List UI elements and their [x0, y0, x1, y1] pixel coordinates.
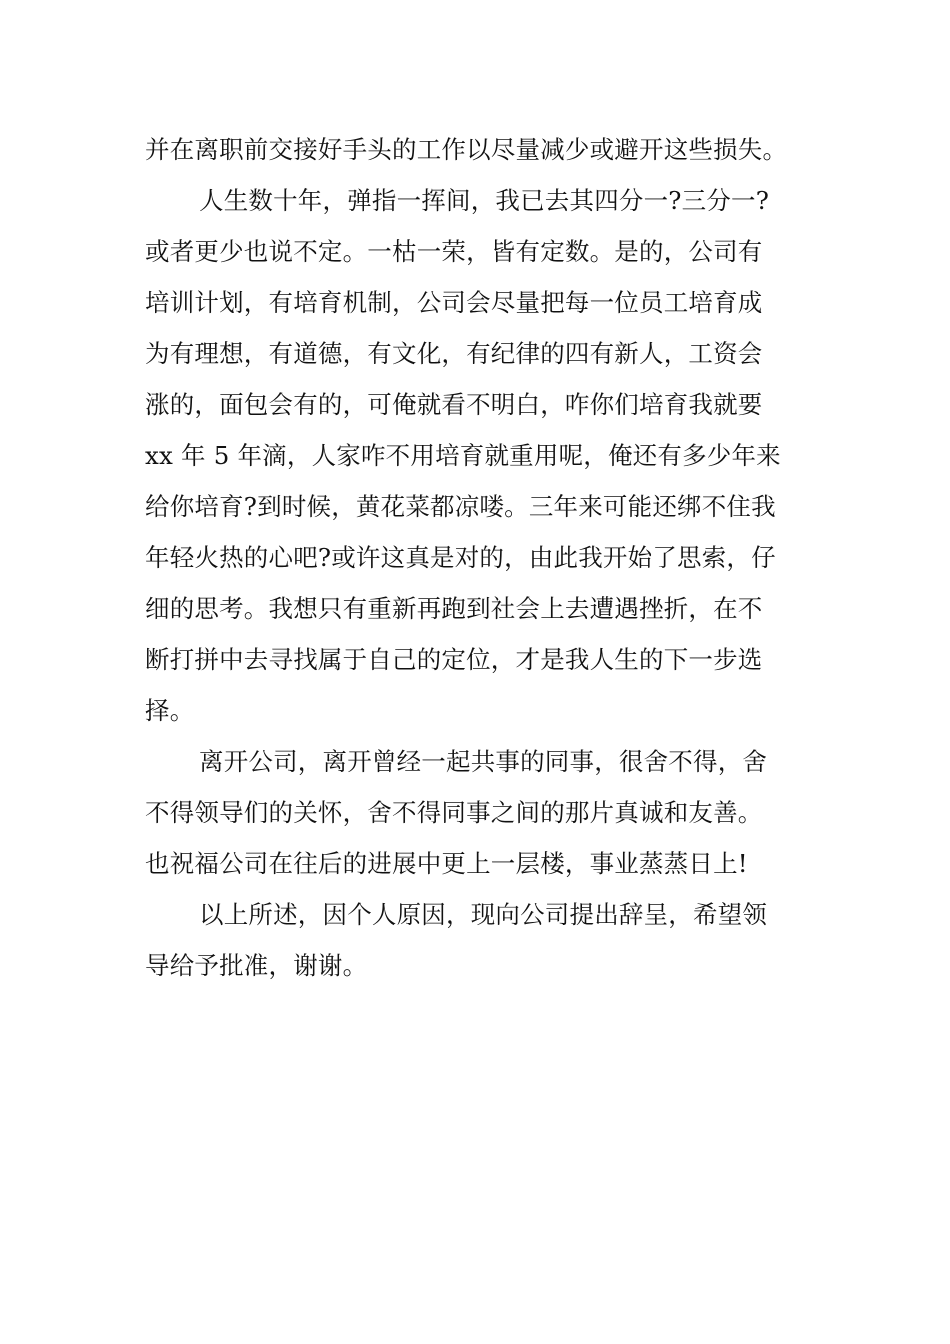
paragraph-continuation	[145, 124, 815, 175]
text-line: 也祝福公司在往后的进展中更上一层楼，事业蒸蒸日上!	[145, 849, 748, 878]
paragraph-conclusion	[145, 889, 815, 991]
document-body	[145, 124, 815, 991]
text-line: 以上所述，因个人原因，现向公司提出辞呈，希望领	[199, 900, 768, 929]
paragraph-life-reflection	[145, 175, 815, 736]
text-line: 给你培育?到时候，黄花菜都凉喽。三年来可能还绑不住我	[145, 492, 776, 521]
text-line: 并在离职前交接好手头的工作以尽量减少或避开这些损失。	[145, 135, 788, 164]
text-line: 不得领导们的关怀，舍不得同事之间的那片真诚和友善。	[145, 798, 763, 827]
text-line: xx 年 5 年滴，人家咋不用培育就重用呢，俺还有多少年来	[145, 441, 781, 470]
text-line: 培训计划，有培育机制，公司会尽量把每一位员工培育成	[145, 288, 763, 317]
paragraph-farewell	[145, 736, 815, 889]
text-line: 断打拼中去寻找属于自己的定位，才是我人生的下一步选	[145, 645, 763, 674]
text-line: 细的思考。我想只有重新再跑到社会上去遭遇挫折，在不	[145, 594, 763, 623]
text-line: 离开公司，离开曾经一起共事的同事，很舍不得，舍	[199, 747, 768, 776]
text-line: 人生数十年，弹指一挥间，我已去其四分一?三分一?	[199, 186, 770, 215]
text-line: 涨的，面包会有的，可俺就看不明白，咋你们培育我就要	[145, 390, 763, 419]
text-line: 年轻火热的心吧?或许这真是对的，由此我开始了思索，仔	[145, 543, 776, 572]
text-line: 为有理想，有道德，有文化，有纪律的四有新人，工资会	[145, 339, 763, 368]
text-line: 或者更少也说不定。一枯一荣，皆有定数。是的，公司有	[145, 237, 763, 266]
text-line: 导给予批准，谢谢。	[145, 951, 368, 980]
text-line: 择。	[145, 696, 195, 725]
